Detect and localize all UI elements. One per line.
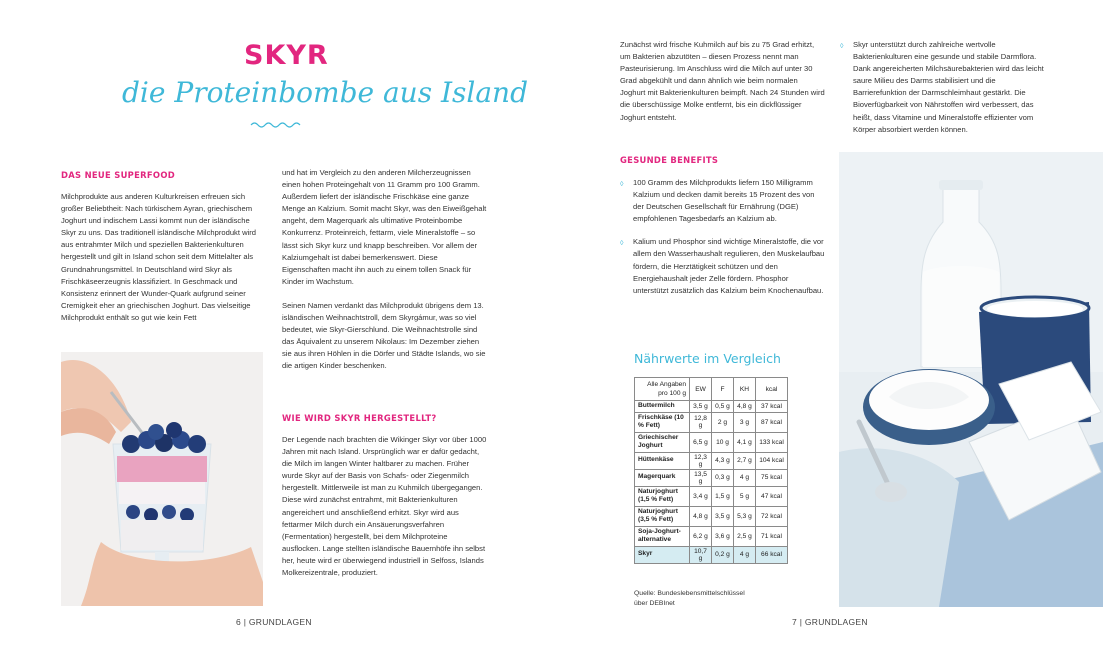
value-cell-ew: 4,8 g (690, 506, 712, 526)
protein-paragraph: und hat im Vergleich zu den anderen Milcherzeugnissen einen hohen Proteingehalt von 11 Gramm pro 100 Gramm. Außerdem liefert der isländische Frischkäse eine ganze Menge an Kalzium. Somit macht Skyr, was den Eiweißgehalt angeht, dem Magerquark als ultimative Proteinbombe Konkurrenz. Proteinreich, fettarm, viele Mineralstoffe – so lässt sich Skyr kurz und knapp beschreiben. Vor allem der Kalziumgehalt ist dabei bemerkenswert. Diese Eigenschaften macht ihn auch zu einem tollen Snack für Kinder im Wachstum. (282, 168, 487, 286)
value-cell-ew: 12,3 g (690, 452, 712, 469)
skyr-parfait-photo (61, 352, 263, 606)
value-cell-kcal: 37 kcal (756, 401, 788, 413)
page-subtitle: die Proteinbombe aus Island (122, 76, 528, 109)
list-item: ◊ Kalium und Phosphor sind wichtige Mineralstoffe, die vor allem den Wasserhaushalt regulieren, den Muskelaufbau fördern, die Herztätigkeit schützen und den Energiehaushalt jeder Zelle fördern. Phosphor unterstützt zusätzlich das Kalzium beim Knochenaufbau. (620, 237, 825, 295)
darmflora-list (840, 39, 1050, 147)
table-row (635, 526, 788, 546)
food-name-cell: Naturjoghurt (3,5 % Fett) (635, 506, 690, 526)
list-item: ◊ 100 Gramm des Milchprodukts liefern 150 Milligramm Kalzium und decken damit bereits 15 Prozent des von der Deutschen Gesellschaft für Ernährung (DGE) empfohlenen Tagesbedarfs an Kalzium ab. (620, 178, 815, 224)
value-cell-kh: 5,3 g (734, 506, 756, 526)
value-cell-kh: 4 g (734, 469, 756, 486)
table-row (635, 506, 788, 526)
list-item: ◊ Skyr unterstützt durch zahlreiche wertvolle Bakterienkulturen eine gesunde und stabile Darmflora. Dank angereicherten Milchsäurebakterien wird das leicht saure Milieu des Darms stabilisiert und die Barrierefunktion der Darmschleimhaut gestärkt. Die Bioverfügbarkeit von Nährstoffen wird verbessert, das heißt, dass Vitamine und Mineralstoffe effizienter vom Körper absorbiert werden können. (840, 40, 1044, 134)
table-row (635, 452, 788, 469)
pasteurisation-paragraph: Zunächst wird frische Kuhmilch auf bis zu 75 Grad erhitzt, um Bakterien abzutöten – diesen Prozess nennt man Pasteurisierung. Im Anschluss wird die Milch auf unter 30 Grad abgekühlt und dann ähnlich wie beim normalen Joghurt mit Bakterienkulturen beimpft. Nach 24 Stunden wird die überschüssige Molke entfernt, bis ein dickflüssiger Joghurt entsteht. (620, 40, 825, 122)
value-cell-f: 0,5 g (712, 401, 734, 413)
section-heading-superfood: DAS NEUE SUPERFOOD (61, 170, 176, 180)
value-cell-kh: 4,8 g (734, 401, 756, 413)
superfood-paragraph: Milchprodukte aus anderen Kulturkreisen erfreuen sich großer Beliebtheit: Nach türkischem Ayran, griechischem Joghurt und indischem Lassi kommt nun der isländische Skyr zu uns. Das traditionell isländische Milchprodukt wird aus entrahmter Milch und speziellen Bakterienkulturen hergestellt und gilt in Island schon seit dem Mittelalter als Grundnahrungsmittel. In Deutschland wird Skyr als Frischkäseerzeugnis klassifiziert. In Geschmack und Konsistenz erinnert der Wunder-Quark aufgrund seiner Cremigkeit eher an griechischen Joghurt. Das vielseitige Milchprodukt enthält so gut wie kein Fett (61, 192, 256, 322)
page-title: SKYR (244, 40, 329, 71)
food-name-cell: Naturjoghurt (1,5 % Fett) (635, 486, 690, 506)
table-row (635, 546, 788, 563)
table-corner-header: Alle Angaben pro 100 g (635, 378, 690, 401)
value-cell-kcal: 87 kcal (756, 412, 788, 432)
table-row (635, 469, 788, 486)
page-number-right: 7 | GRUNDLAGEN (792, 617, 868, 627)
column-header-f: F (712, 378, 734, 401)
section-heading-production: WIE WIRD SKYR HERGESTELLT? (282, 413, 437, 423)
value-cell-ew: 12,8 g (690, 412, 712, 432)
value-cell-ew: 3,4 g (690, 486, 712, 506)
table-row (635, 486, 788, 506)
value-cell-f: 4,3 g (712, 452, 734, 469)
value-cell-kcal: 47 kcal (756, 486, 788, 506)
value-cell-kcal: 71 kcal (756, 526, 788, 546)
value-cell-ew: 10,7 g (690, 546, 712, 563)
value-cell-ew: 6,5 g (690, 432, 712, 452)
wave-divider-icon (250, 121, 302, 129)
value-cell-f: 1,5 g (712, 486, 734, 506)
column-header-kcal: kcal (756, 378, 788, 401)
value-cell-ew: 3,5 g (690, 401, 712, 413)
value-cell-f: 0,2 g (712, 546, 734, 563)
value-cell-f: 2 g (712, 412, 734, 432)
nutrition-table-title: Nährwerte im Vergleich (634, 351, 781, 366)
value-cell-kh: 2,5 g (734, 526, 756, 546)
food-name-cell: Griechischer Joghurt (635, 432, 690, 452)
table-source: Quelle: Bundeslebensmittelschlüssel über DEBInet (634, 590, 745, 607)
food-name-cell: Skyr (635, 546, 690, 563)
food-name-cell: Buttermilch (635, 401, 690, 413)
food-name-cell: Frischkäse (10 % Fett) (635, 412, 690, 432)
proteinbombe-text-column (282, 167, 487, 385)
value-cell-ew: 6,2 g (690, 526, 712, 546)
milk-and-skyr-photo (839, 152, 1103, 607)
value-cell-kh: 4,1 g (734, 432, 756, 452)
benefits-list (620, 177, 825, 308)
value-cell-kh: 3 g (734, 412, 756, 432)
food-name-cell: Soja-Joghurt-alternative (635, 526, 690, 546)
value-cell-f: 10 g (712, 432, 734, 452)
diamond-bullet-icon: ◊ (620, 240, 624, 248)
value-cell-kcal: 72 kcal (756, 506, 788, 526)
table-row (635, 432, 788, 452)
column-header-ew: EW (690, 378, 712, 401)
section-heading-benefits: GESUNDE BENEFITS (620, 155, 719, 165)
value-cell-kcal: 75 kcal (756, 469, 788, 486)
diamond-bullet-icon: ◊ (620, 181, 624, 188)
nutrition-table (634, 377, 788, 564)
value-cell-kh: 5 g (734, 486, 756, 506)
food-name-cell: Hüttenkäse (635, 452, 690, 469)
production-paragraph: Der Legende nach brachten die Wikinger Skyr vor über 1000 Jahren mit nach Island. Ursprünglich war er dafür gedacht, die Milch im langen Winter haltbarer zu machen. Früher wurde Skyr auf der Basis von Schafs- oder Ziegenmilch hergestellt. Mittlerweile ist man zu Kuhmilch übergegangen. Diese wird zunächst entrahmt, mit Bakterienkulturen angereichert und anschließend erhitzt. Skyr wird aus fettarmer Milch durch ein Ansäuerungsverfahren (Fermentation) hergestellt, bei dem Milchproteine ausflocken. Lange stellten isländische Bauernhöfe ihn selbst her, heute wird er überwiegend industriell in Selfoss, Islands Molkereizentrale, produziert. (282, 435, 487, 578)
value-cell-f: 3,6 g (712, 526, 734, 546)
table-row (635, 401, 788, 413)
value-cell-f: 3,5 g (712, 506, 734, 526)
column-header-kh: KH (734, 378, 756, 401)
name-origin-paragraph: Seinen Namen verdankt das Milchprodukt übrigens dem 13. isländischen Weihnachtstroll, dem Skyrgámur, was so viel bedeutet, wie Skyr-Gierschlund. Die Weihnachtstrolle sind das Äquivalent zu unserem Nikolaus: Im Dezember ziehen sie aus ihren Höhlen in die Dörfer und Städte Islands, wo sie die artigen Kinder beschenken. (282, 300, 486, 371)
diamond-bullet-icon: ◊ (840, 43, 844, 50)
table-row (635, 412, 788, 432)
value-cell-kh: 2,7 g (734, 452, 756, 469)
value-cell-kcal: 133 kcal (756, 432, 788, 452)
value-cell-kcal: 66 kcal (756, 546, 788, 563)
page-number-left: 6 | GRUNDLAGEN (236, 617, 312, 627)
value-cell-kcal: 104 kcal (756, 452, 788, 469)
value-cell-f: 0,3 g (712, 469, 734, 486)
value-cell-kh: 4 g (734, 546, 756, 563)
food-name-cell: Magerquark (635, 469, 690, 486)
value-cell-ew: 13,5 g (690, 469, 712, 486)
